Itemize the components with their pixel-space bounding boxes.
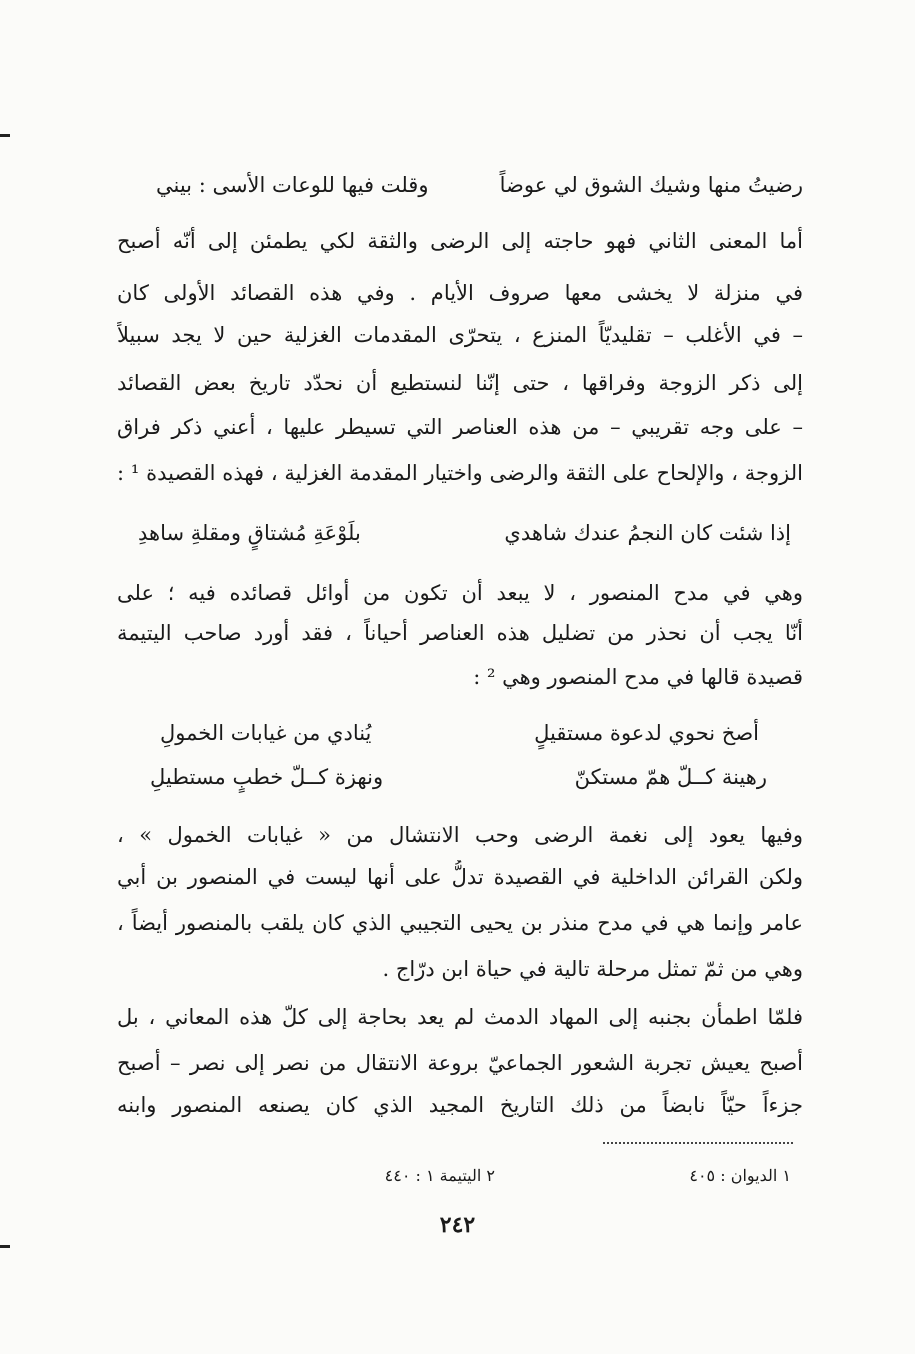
paragraph-line: ولكن القرائن الداخلية في القصيدة تدلُّ على أنها ليست في المنصور بن أبي (117, 865, 803, 889)
verse2-first: إذا شئت كان النجمُ عندك شاهدي (504, 521, 791, 545)
paragraph-line: – في الأغلب – تقليديّاً المنزع ، يتحرّى المقدمات الغزلية حين لا يجد سبيلاً (117, 323, 803, 347)
paragraph-line: إلى ذكر الزوجة وفراقها ، حتى إنّنا لنستطيع أن نحدّد تاريخ بعض القصائد (117, 371, 803, 395)
paragraph-line: أما المعنى الثاني فهو حاجته إلى الرضى والثقة لكي يطمئن إلى أنّه أصبح (117, 229, 803, 253)
footnote-1: ١ الديوان : ٤٠٥ (689, 1166, 791, 1185)
paragraph-line: – على وجه تقريبي – من هذه العناصر التي تسيطر عليها ، أعني ذكر فراق (117, 415, 803, 439)
verse3-line1-second: يُنادي من غيابات الخمولِ (160, 721, 372, 745)
paragraph-line: أصبح يعيش تجربة الشعور الجماعيّ بروعة الانتقال من نصر إلى نصر – أصبح (117, 1051, 803, 1075)
scan-edge-mark (0, 134, 10, 137)
paragraph-line: في منزلة لا يخشى معها صروف الأيام . وفي هذه القصائد الأولى كان (117, 281, 803, 305)
verse2-second: بلَوْعَةِ مُشتاقٍ ومقلةِ ساهدِ (138, 521, 361, 545)
paragraph-line: وهي في مدح المنصور ، لا يبعد أن تكون من أوائل قصائده فيه ؛ على (117, 581, 803, 605)
footnote-2: ٢ اليتيمة ١ : ٤٤٠ (384, 1166, 495, 1185)
verse3-line2-first: رهينة كــلّ همّ مستكنّ (574, 765, 767, 789)
paragraph-line: الزوجة ، والإلحاح على الثقة والرضى واختيار المقدمة الغزلية ، فهذه القصيدة ¹ : (117, 461, 803, 485)
paragraph-line: عامر وإنما هي في مدح منذر بن يحيى التجيبي الذي كان يلقب بالمنصور أيضاً ، (117, 911, 803, 935)
verse3-line2-second: ونهزة كــلّ خطبٍ مستطيلِ (150, 765, 384, 789)
footnote-separator (603, 1142, 793, 1144)
verse-top-first: رضيتُ منها وشيك الشوق لي عوضاً (499, 173, 803, 197)
paragraph-line-last: قصيدة قالها في مدح المنصور وهي ² : (473, 665, 803, 689)
paragraph-line: جزءاً حيّاً نابضاً من ذلك التاريخ المجيد الذي كان يصنعه المنصور وابنه (117, 1093, 803, 1117)
paragraph-line: وفيها يعود إلى نغمة الرضى وحب الانتشال من « غيابات الخمول » ، (117, 823, 803, 847)
paragraph-line: أنّا يجب أن نحذر من تضليل هذه العناصر أحياناً ، فقد أورد صاحب اليتيمة (117, 621, 803, 645)
verse-top-second: وقلت فيها للوعات الأسى : بيني (156, 173, 429, 197)
scan-edge-mark (0, 1245, 10, 1248)
verse3-line1-first: أصخ نحوي لدعوة مستقيلٍ (534, 721, 759, 745)
paragraph-line-last: وهي من ثمّ تمثل مرحلة تالية في حياة ابن درّاج . (382, 957, 803, 981)
paragraph-line: فلمّا اطمأن بجنبه إلى المهاد الدمث لم يعد بحاجة إلى كلّ هذه المعاني ، بل (117, 1005, 803, 1029)
page-number: ٢٤٢ (439, 1212, 476, 1238)
